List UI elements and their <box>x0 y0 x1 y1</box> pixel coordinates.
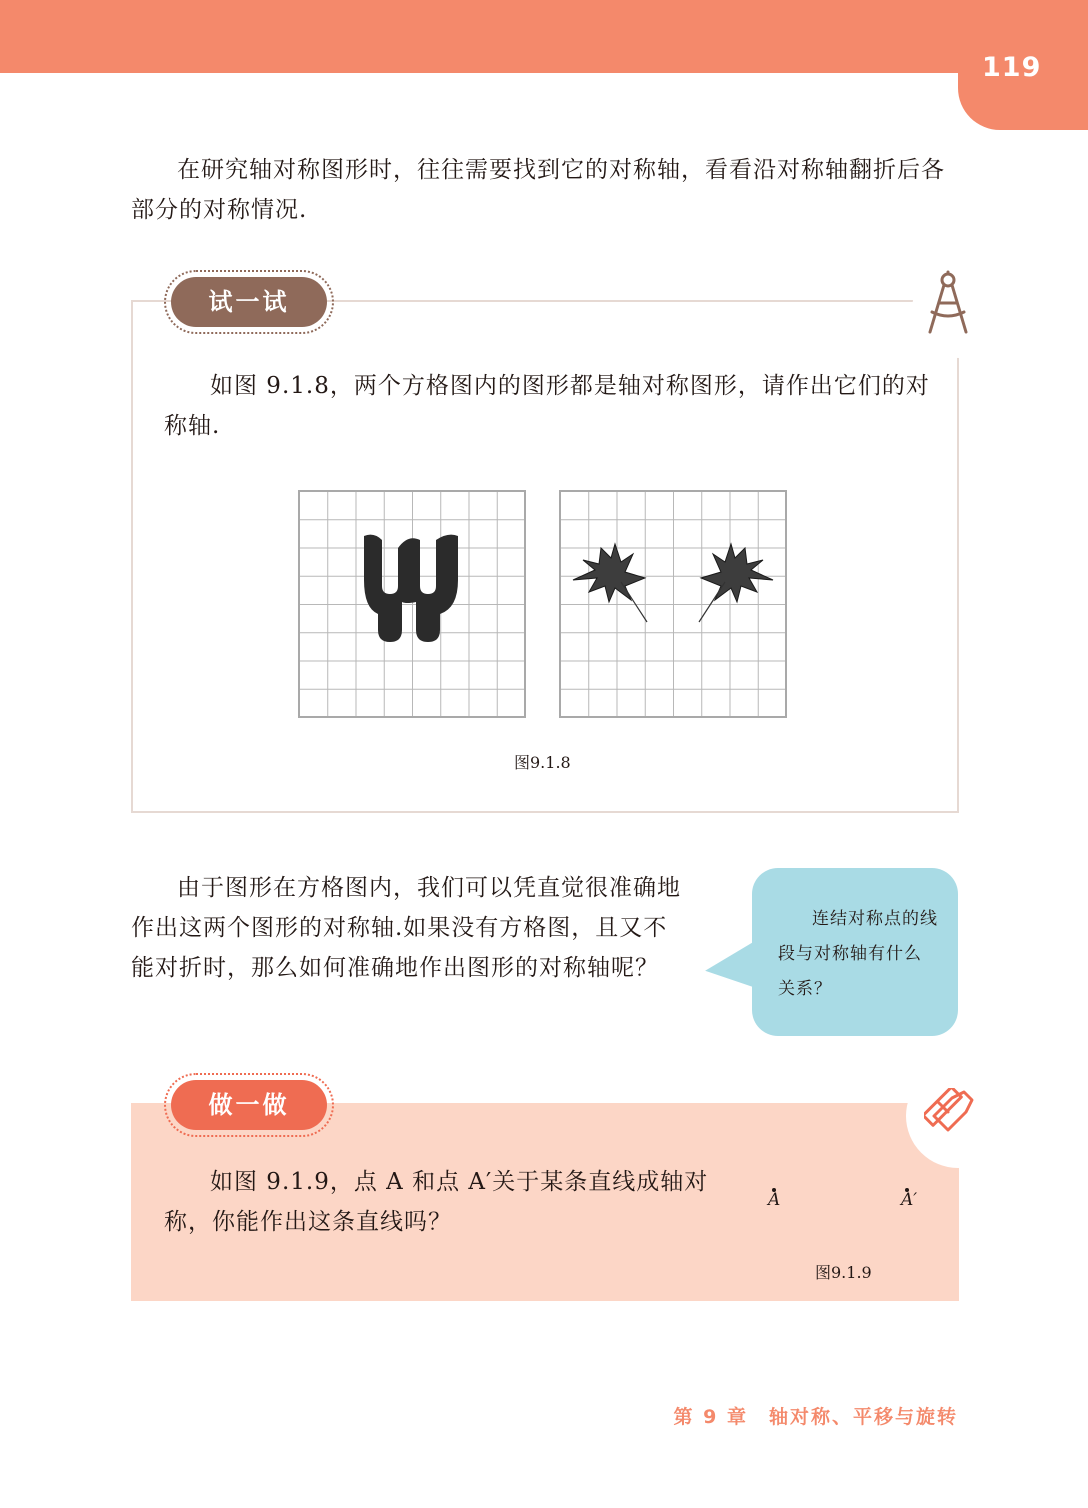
chapter-footer: 第 9 章 轴对称、平移与旋转 <box>673 1406 958 1428</box>
speech-bubble-tail <box>703 941 760 994</box>
point-a-label: A <box>768 1190 781 1210</box>
page-number: 119 <box>982 52 1042 83</box>
figure-caption-919: 图9.1.9 <box>815 1263 872 1282</box>
try-badge: 试一试 <box>171 277 327 327</box>
try-text: 如图 9.1.8，两个方格图内的图形都是轴对称图形，请作出它们的对称轴. <box>164 373 930 439</box>
pencil-ruler-icon <box>924 1088 976 1140</box>
header-banner <box>0 0 1088 73</box>
do-text: 如图 9.1.9，点 A 和点 A′关于某条直线成轴对称，你能作出这条直线吗？ <box>164 1169 709 1235</box>
intro-paragraph: 在研究轴对称图形时，往往需要找到它的对称轴，看看沿对称轴翻折后各部分的对称情况. <box>131 157 945 223</box>
do-badge: 做一做 <box>171 1080 327 1130</box>
middle-paragraph: 由于图形在方格图内，我们可以凭直觉很准确地作出这两个图形的对称轴.如果没有方格图，且又不能对折时，那么如何准确地作出图形的对称轴呢？ <box>131 875 681 981</box>
maple-leaf-figure <box>559 490 787 718</box>
point-a-prime-label: A′ <box>901 1190 918 1210</box>
compass-icon <box>922 270 974 338</box>
speech-bubble-text: 连结对称点的线段与对称轴有什么关系？ <box>778 909 938 999</box>
figure-caption-918: 图9.1.8 <box>514 753 571 772</box>
w-shape-figure <box>298 490 526 718</box>
